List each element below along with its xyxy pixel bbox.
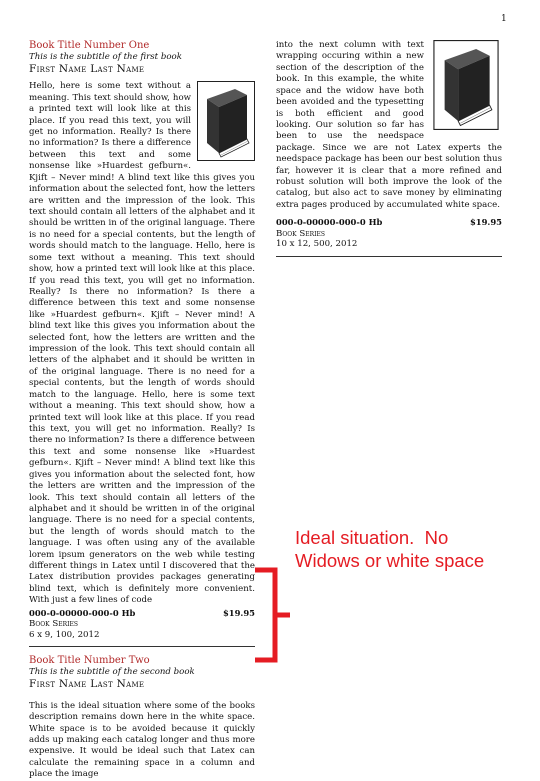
book-series: Book Series (29, 618, 79, 629)
book-price: $19.95 (469, 217, 502, 228)
annotation-line: Ideal situation. No (295, 527, 449, 548)
book-subtitle: This is the subtitle of the second book (29, 667, 195, 678)
book-author: First Name Last Name (29, 62, 145, 75)
book-isbn: 000-0-00000-000-0 Hb (29, 607, 136, 618)
book-isbn: 000-0-00000-000-0 Hb (276, 217, 383, 228)
book-meta: 6 x 9, 100, 2012 (29, 629, 100, 640)
book-series: Book Series (276, 228, 326, 239)
book-title: Book Title Number One (29, 40, 150, 51)
page-number: 1 (501, 14, 507, 24)
book-meta: 10 x 12, 500, 2012 (276, 239, 358, 250)
book-subtitle: This is the subtitle of the first book (29, 52, 182, 62)
book-author: First Name Last Name (29, 678, 145, 691)
annotation-line: Widows or white space (295, 550, 485, 572)
book-description-continued: into the next column with text wrapping occuring within a new section of the description of the book. In this example, the white space and the widow have both been avoided and the typesetting is both efficient and good looking. Our solution so far has been to use the needspace package. Since we are not Latex experts the needspace package has been our best solution thus far, however it is clear that a more refined and robust solution will both improve the look of the catalog, but also act to save money by eliminating extra pages produced by accumulated white space. (276, 40, 502, 210)
book-description: This is the ideal situation where some of the books description remains down here in the white space. White space is to be avoided because it quickly adds up making each catalog longer and thus more expensive. It would be ideal such that Latex can calculate the remaining space in a column and place the image (29, 700, 255, 780)
book-title: Book Title Number Two (29, 655, 150, 667)
book-description: Hello, here is some text without a meaning. This text should show, how a printed text will look like at this place. If you read this text, you will get no information. Really? Is there no information? Is there a difference between this text and some nonsense like »Huardest gefburn«. Kjift – Never mind! A blind text like this gives you information about the selected font, how the letters are written and the impression of the look. This text should contain all letters of the alphabet and it should be written in of the original language. There is no need for a special contents, but the length of words should match to the language. Hello, here is some text without a meaning. This text should show, how a printed text will look like at this place. If you read this text, you will get no information. Really? Is there no information? Is there a difference between this text and some nonsense like »Huardest gefburn«. Kjift – Never mind! A blind text like this gives you information about the selected font, how the letters are written and the impression of the look. This text should contain all letters of the alphabet and it should be written in of the original language. There is no need for a special contents, but the length of words should match to the language. Hello, here is some text without a meaning. This text should show, how a printed text will look like at this place. If you read this text, you will get no information. Really? Is there no information? Is there a difference between this text and some nonsense like »Huardest gefburn«. Kjift – Never mind! A blind text like this gives you information about the selected font, how the letters are written and the impression of the look. This text should contain all letters of the alphabet and it should be written in of the original language. There is no need for a special contents, but the length of words should match to the language. I was often using any of the available lorem ipsum generators on the web while testing different things in Latex until I discovered that the Latex distribution provides packages generating blind text, which is definitely more convenient. With just a few lines of code (29, 81, 256, 606)
book-price: $19.95 (222, 607, 255, 618)
annotation-note (295, 526, 535, 572)
